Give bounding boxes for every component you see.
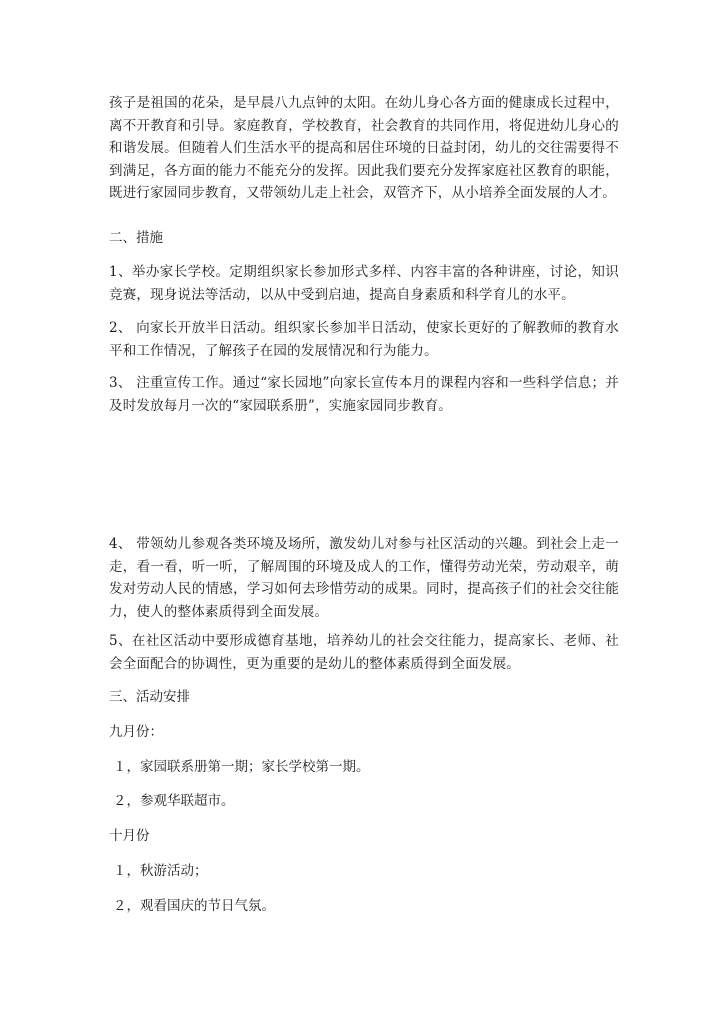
intro-paragraph: 孩子是祖国的花朵，是早晨八九点钟的太阳。在幼儿身心各方面的健康成长过程中，离不开教育和引导。家庭教育，学校教育，社会教育的共同作用，将促进幼儿身心的和谐发展。但随着人们生活水平的提高和居住环境的日益封闭，幼儿的交往需要得不到满足，各方面的能力不能充分的发挥。因此我们要充分发挥家庭社区教育的职能，既进行家园同步教育，又带领幼儿走上社会，双管齐下，从小培养全面发展的人才。 — [109, 95, 619, 201]
section-heading-schedule: 三、活动安排 — [109, 689, 190, 705]
measure-2-paragraph: 2、 向家长开放半日活动。组织家长参加半日活动，使家长更好的了解教师的教育水平和工作情况，了解孩子在园的发展情况和行为能力。 — [109, 320, 619, 359]
measure-4-paragraph: 4、 带领幼儿参观各类环境及场所，激发幼儿对参与社区活动的兴趣。到社会上走一走，看一看，听一听，了解周围的环境及成人的工作，懂得劳动光荣，劳动艰辛，萌发对劳动人民的情感，学习如何去珍惜劳动的成果。同时，提高孩子们的社会交往能力，使人的整体素质得到全面发展。 — [109, 536, 619, 620]
measure-5-paragraph: 5、在社区活动中要形成德育基地，培养幼儿的社会交往能力，提高家长、老师、社会全面配合的协调性，更为重要的是幼儿的整体素质得到全面发展。 — [109, 633, 619, 672]
october-item-2: ２，观看国庆的节日气氛。 — [113, 898, 275, 914]
september-item-2: ２，参观华联超市。 — [113, 793, 235, 809]
measure-1-paragraph: 1、举办家长学校。定期组织家长参加形式多样、内容丰富的各种讲座，讨论，知识竞赛，现身说法等活动，以从中受到启迪，提高自身素质和科学育儿的水平。 — [109, 264, 619, 303]
october-heading: 十月份 — [109, 828, 150, 844]
measure-3-paragraph: 3、 注重宣传工作。通过“家长园地”向家长宣传本月的课程内容和一些科学信息；并及时发放每月一次的“家园联系册”，实施家园同步教育。 — [109, 375, 619, 414]
october-item-1: １，秋游活动； — [113, 863, 208, 879]
september-item-1: １，家园联系册第一期；家长学校第一期。 — [113, 759, 370, 775]
september-heading: 九月份： — [109, 724, 163, 740]
section-heading-measures: 二、措施 — [109, 230, 163, 246]
